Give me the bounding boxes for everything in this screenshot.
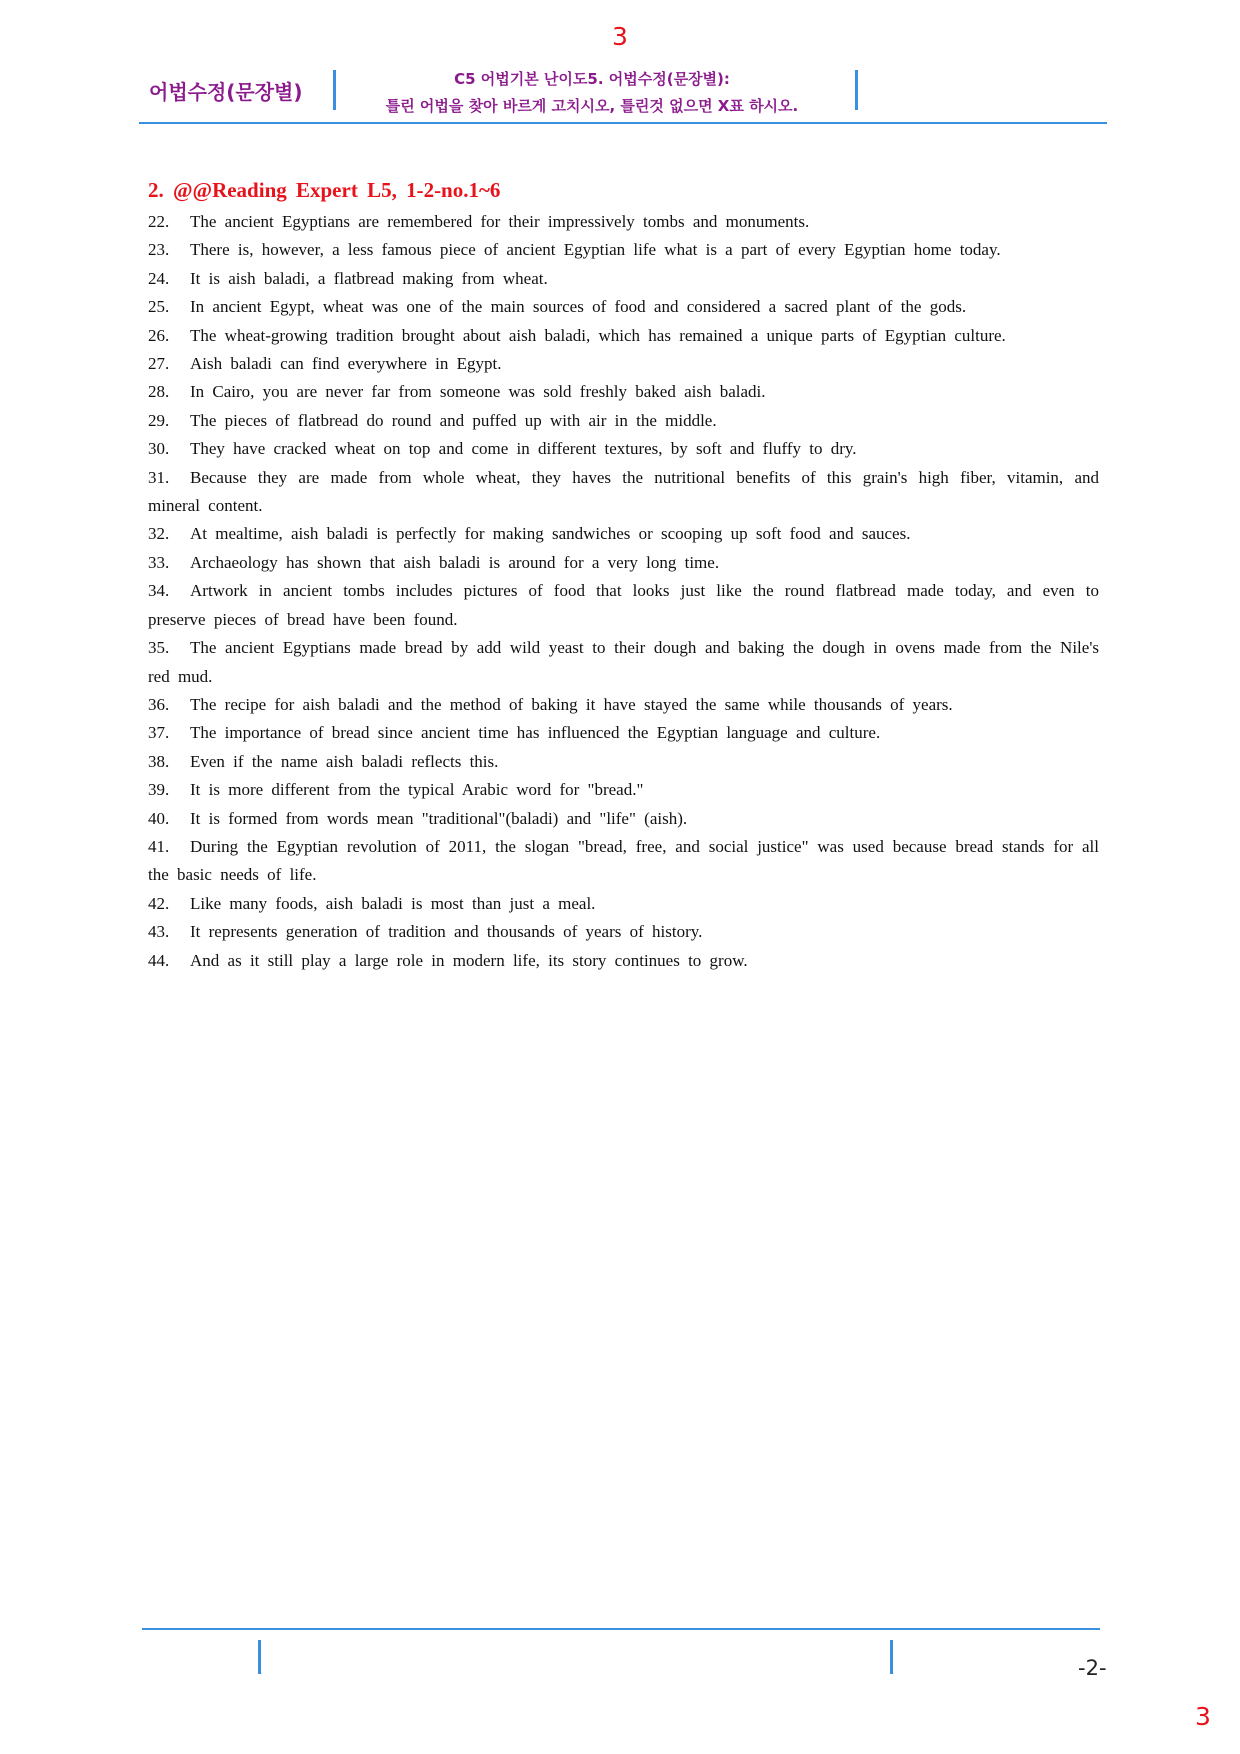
sentence-number: 23. xyxy=(148,240,170,260)
sentence-text: Artwork in ancient tombs includes pictures of food that looks just like the round flatbread made today, and even to preserve pieces of bread have been found. xyxy=(148,581,1099,629)
sentence-item xyxy=(148,577,1099,634)
sentence-text: At mealtime, aish baladi is perfectly for making sandwiches or scooping up soft food and sauces. xyxy=(190,524,911,544)
sentence-item xyxy=(148,407,1099,435)
header-instruction-line-1: C5 어법기본 난이도5. 어법수정(문장별): xyxy=(454,70,730,88)
sentence-item xyxy=(148,549,1099,577)
sentence-number: 29. xyxy=(148,410,170,430)
sentence-item xyxy=(148,464,1099,521)
sentence-text: The importance of bread since ancient time has influenced the Egyptian language and culture. xyxy=(190,723,881,743)
sentence-item xyxy=(148,350,1099,378)
footer-rule xyxy=(142,1628,1100,1630)
sentence-item xyxy=(148,265,1099,293)
sentence-number: 40. xyxy=(148,808,170,828)
sentence-number: 39. xyxy=(148,780,170,800)
sentence-text: In Cairo, you are never far from someone was sold freshly baked aish baladi. xyxy=(190,382,766,402)
sentence-item xyxy=(148,378,1099,406)
sentence-list xyxy=(148,208,1099,975)
sentence-number: 24. xyxy=(148,268,170,288)
sentence-text: It is formed from words mean "traditional"(baladi) and "life" (aish). xyxy=(190,808,688,828)
sentence-item xyxy=(148,435,1099,463)
sentence-text: Archaeology has shown that aish baladi is around for a very long time. xyxy=(190,552,720,572)
sentence-item xyxy=(148,293,1099,321)
sentence-text: During the Egyptian revolution of 2011, the slogan "bread, free, and social justice" was used because bread stands for all the basic needs of life. xyxy=(148,836,1099,885)
sentence-text: The ancient Egyptians made bread by add wild yeast to their dough and baking the dough in ovens made from the Nile's red mud. xyxy=(148,638,1099,686)
sentence-text: The recipe for aish baladi and the method of baking it have stayed the same while thousands of years. xyxy=(190,694,953,714)
sentence-text: They have cracked wheat on top and come in different textures, by soft and fluffy to dry. xyxy=(190,439,857,459)
section-title: 2. @@Reading Expert L5, 1-2-no.1~6 xyxy=(148,178,501,202)
sentence-number: 27. xyxy=(148,354,170,374)
sentence-number: 41. xyxy=(148,836,170,856)
sentence-number: 36. xyxy=(148,694,170,714)
footer-page-number: -2- xyxy=(1078,1656,1107,1680)
sentence-item xyxy=(148,805,1099,833)
top-page-number: 3 xyxy=(612,22,628,51)
sentence-number: 31. xyxy=(148,467,170,487)
sentence-number: 25. xyxy=(148,297,170,317)
sentence-number: 33. xyxy=(148,552,170,572)
main-content xyxy=(148,176,1099,975)
sentence-item xyxy=(148,208,1099,236)
sentence-number: 42. xyxy=(148,893,170,913)
sentence-number: 34. xyxy=(148,581,170,601)
sentence-item xyxy=(148,890,1099,918)
sentence-item xyxy=(148,634,1099,691)
sentence-item xyxy=(148,520,1099,548)
sentence-text: In ancient Egypt, wheat was one of the main sources of food and considered a sacred plant of the gods. xyxy=(190,297,967,317)
sentence-text: It is more different from the typical Arabic word for "bread." xyxy=(190,780,644,800)
sentence-item xyxy=(148,322,1099,350)
sentence-number: 32. xyxy=(148,524,170,544)
sentence-item xyxy=(148,918,1099,946)
sentence-text: The pieces of flatbread do round and puffed up with air in the middle. xyxy=(190,410,717,430)
sentence-item xyxy=(148,776,1099,804)
sentence-number: 37. xyxy=(148,723,170,743)
sentence-text: Aish baladi can find everywhere in Egypt. xyxy=(190,354,502,374)
sentence-text: It represents generation of tradition and thousands of years of history. xyxy=(190,922,703,942)
sentence-text: And as it still play a large role in modern life, its story continues to grow. xyxy=(190,950,748,970)
header-title: 어법수정(문장별) xyxy=(149,80,303,104)
corner-page-number: 3 xyxy=(1195,1702,1211,1731)
sentence-item xyxy=(148,719,1099,747)
sentence-number: 35. xyxy=(148,638,170,658)
sentence-number: 44. xyxy=(148,950,170,970)
header-instructions xyxy=(336,66,848,120)
sentence-text: Even if the name aish baladi reflects this. xyxy=(190,751,499,771)
footer-divider-left xyxy=(258,1640,261,1674)
header-divider-right xyxy=(855,70,858,110)
sentence-number: 28. xyxy=(148,382,170,402)
sentence-text: Because they are made from whole wheat, they haves the nutritional benefits of this grain's high fiber, vitamin, and mineral content. xyxy=(148,467,1099,516)
sentence-item xyxy=(148,833,1099,890)
sentence-number: 26. xyxy=(148,325,170,345)
sentence-item xyxy=(148,947,1099,975)
page-header xyxy=(139,66,1107,124)
sentence-number: 38. xyxy=(148,751,170,771)
sentence-number: 43. xyxy=(148,922,170,942)
sentence-number: 30. xyxy=(148,439,170,459)
sentence-text: It is aish baladi, a flatbread making from wheat. xyxy=(190,268,548,288)
sentence-item xyxy=(148,691,1099,719)
header-rule xyxy=(139,122,1107,124)
sentence-text: The ancient Egyptians are remembered for their impressively tombs and monuments. xyxy=(190,212,810,231)
sentence-text: There is, however, a less famous piece of ancient Egyptian life what is a part of every Egyptian home today. xyxy=(190,240,1001,260)
sentence-text: Like many foods, aish baladi is most than just a meal. xyxy=(190,893,596,913)
sentence-number: 22. xyxy=(148,212,170,231)
sentence-item xyxy=(148,236,1099,264)
sentence-text: The wheat-growing tradition brought about aish baladi, which has remained a unique parts of Egyptian culture. xyxy=(190,325,1006,345)
sentence-item xyxy=(148,748,1099,776)
footer-divider-right xyxy=(890,1640,893,1674)
header-instruction-line-2: 틀린 어법을 찾아 바르게 고치시오, 틀린것 없으면 X표 하시오. xyxy=(385,97,799,115)
